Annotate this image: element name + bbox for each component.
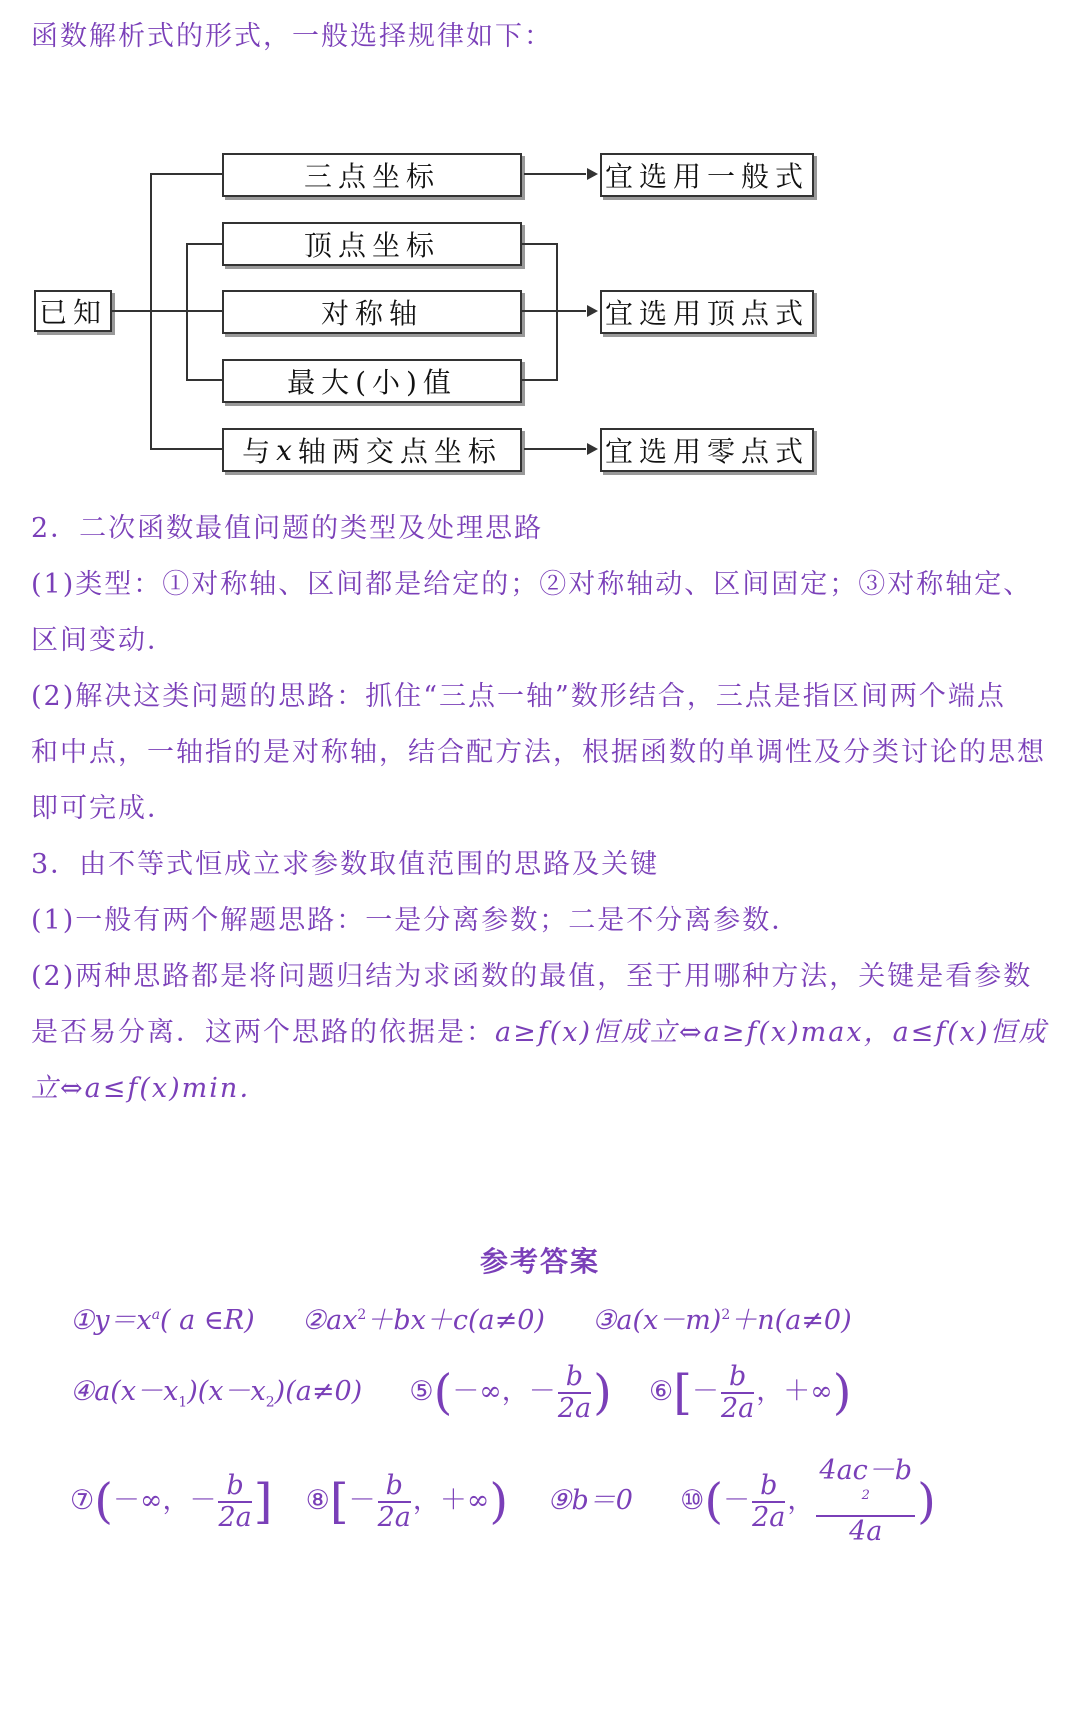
box-vertex: 顶点坐标 — [222, 222, 522, 266]
answer-4-sub1: 1 — [178, 1394, 188, 1411]
box5-pre: 与 — [242, 435, 277, 468]
box-zero-form: 宜选用零点式 — [600, 428, 814, 472]
connector — [522, 243, 558, 245]
answer-3-sup: 2 — [721, 1307, 731, 1323]
answer-6-post: ，＋∞ — [756, 1376, 833, 1408]
box-x-intercepts — [222, 428, 522, 472]
section3-heading: 3．由不等式恒成立求参数取值范围的思路及关键 — [31, 849, 660, 880]
paren-open: ( — [94, 1473, 113, 1530]
paren-close: ) — [832, 1364, 852, 1421]
section2-heading: 2．二次函数最值问题的类型及处理思路 — [31, 513, 544, 544]
arrow-head-icon — [587, 443, 598, 455]
bracket-open: [ — [673, 1364, 692, 1421]
selection-diagram — [0, 0, 1080, 520]
answer-2: ②ax — [301, 1305, 358, 1336]
frac-num-sup: 2 — [861, 1487, 870, 1503]
frac-num: b — [218, 1471, 251, 1503]
frac-num-text: 4ac－b — [819, 1455, 913, 1486]
answer-row-2 — [70, 1362, 851, 1423]
answer-8-post: ，＋∞ — [412, 1485, 490, 1517]
minus: － — [691, 1376, 719, 1408]
box-known: 已知 — [34, 290, 112, 332]
connector — [112, 310, 150, 312]
fraction-vertex-y — [816, 1456, 915, 1547]
frac-den: 2a — [720, 1392, 755, 1424]
minus: － — [348, 1485, 376, 1517]
paren-close: ) — [489, 1473, 509, 1530]
answer-5-mark: ⑤ — [409, 1376, 434, 1408]
arrow-head-icon — [587, 168, 598, 180]
connector — [186, 243, 188, 381]
frac-num: b — [558, 1362, 591, 1394]
box-general-form: 宜选用一般式 — [600, 153, 814, 197]
frac-num: b — [752, 1471, 785, 1503]
minus: － — [723, 1485, 751, 1517]
answer-1-sup: a — [151, 1307, 161, 1323]
answer-8-mark: ⑧ — [305, 1485, 330, 1517]
arrow-head-icon — [587, 305, 598, 317]
paren-open: ( — [704, 1473, 724, 1530]
connector — [150, 448, 222, 450]
fraction-b-2a — [218, 1471, 251, 1532]
answer-row-1 — [70, 1298, 852, 1337]
section3-p2-line1: (2)两种思路都是将问题归结为求函数的最值，至于用哪种方法，关键是看参数 — [31, 961, 1033, 992]
section3-p2-line2-text: 是否易分离．这两个思路的依据是： — [31, 1017, 495, 1048]
answer-9: ⑨b＝0 — [547, 1485, 633, 1517]
answer-4c: )(a≠0) — [274, 1376, 363, 1408]
box-axis: 对称轴 — [222, 290, 522, 334]
paren-open: ( — [433, 1364, 453, 1421]
connector — [556, 243, 558, 381]
answer-4-sub2: 2 — [265, 1394, 275, 1411]
answer-3-tail: ＋n(a≠0) — [730, 1305, 852, 1336]
frac-den: 2a — [218, 1501, 252, 1533]
arrow-line — [524, 173, 586, 175]
frac-num: b — [378, 1471, 411, 1503]
frac-den: 4a — [849, 1516, 883, 1548]
connector — [186, 310, 222, 312]
frac-den: 2a — [752, 1501, 786, 1533]
arrow-line — [524, 448, 586, 450]
answer-10-mark: ⑩ — [680, 1485, 705, 1517]
fraction-b-2a — [721, 1362, 754, 1423]
box-vertex-form: 宜选用顶点式 — [600, 290, 814, 334]
comma: ， — [787, 1485, 815, 1517]
intro-text: 函数解析式的形式，一般选择规律如下： — [31, 21, 553, 52]
paren-close: ) — [917, 1473, 936, 1530]
answer-5-pre: －∞，－ — [452, 1376, 556, 1408]
answer-2-sup: 2 — [357, 1307, 367, 1323]
answers-title: 参考答案 — [479, 1245, 600, 1278]
section2-p1-line1: (1)类型：①对称轴、区间都是给定的；②对称轴动、区间固定；③对称轴定、 — [31, 569, 1033, 600]
connector — [522, 379, 558, 381]
answer-3: ③a(x－m) — [592, 1305, 722, 1336]
bracket-open: [ — [329, 1473, 349, 1530]
box-extreme: 最大(小)值 — [222, 359, 522, 403]
section2-p1-line2: 区间变动． — [31, 625, 176, 656]
connector — [186, 379, 222, 381]
answer-7-mark: ⑦ — [70, 1485, 95, 1517]
answer-row-3 — [70, 1456, 936, 1547]
connector — [150, 310, 186, 312]
bracket-close: ] — [253, 1473, 273, 1530]
connector — [150, 173, 222, 175]
fraction-b-2a — [378, 1471, 411, 1532]
section2-p2-line1: (2)解决这类问题的思路：抓住“三点一轴”数形结合，三点是指区间两个端点 — [31, 681, 1006, 712]
answer-6-mark: ⑥ — [649, 1376, 674, 1408]
answer-1-tail: ( a ∈R) — [160, 1305, 255, 1336]
section3-p2-line3: 立⇔a≤f(x)min． — [31, 1073, 269, 1104]
connector — [522, 310, 558, 312]
box-three-points: 三点坐标 — [222, 153, 522, 197]
arrow-line — [558, 310, 586, 312]
answer-1: ①y＝x — [70, 1305, 152, 1336]
answer-7-pre: －∞，－ — [112, 1485, 217, 1517]
frac-num — [816, 1456, 915, 1517]
answer-2-tail: ＋bx＋c(a≠0) — [366, 1305, 545, 1336]
fraction-b-2a — [558, 1362, 591, 1423]
section3-p2-line2-math: a≥f(x)恒成立⇔a≥f(x)max，a≤f(x)恒成 — [495, 1017, 1048, 1048]
section3-p1: (1)一般有两个解题思路：一是分离参数；二是不分离参数． — [31, 905, 801, 936]
paren-close: ) — [593, 1364, 612, 1421]
answer-4a: ④a(x－x — [70, 1376, 179, 1408]
section2-p2-line2: 和中点，一轴指的是对称轴，结合配方法，根据函数的单调性及分类讨论的思想 — [31, 737, 1046, 768]
box5-x: x — [276, 433, 298, 467]
frac-den: 2a — [557, 1392, 592, 1424]
section2-p2-line3: 即可完成． — [31, 793, 176, 824]
frac-num: b — [721, 1362, 754, 1394]
answer-4b: )(x－x — [187, 1376, 266, 1408]
connector — [186, 243, 222, 245]
frac-den: 2a — [377, 1501, 411, 1533]
box5-post: 轴两交点坐标 — [297, 435, 502, 468]
section3-p2-line2 — [31, 1010, 1048, 1049]
fraction-b-2a — [752, 1471, 785, 1532]
